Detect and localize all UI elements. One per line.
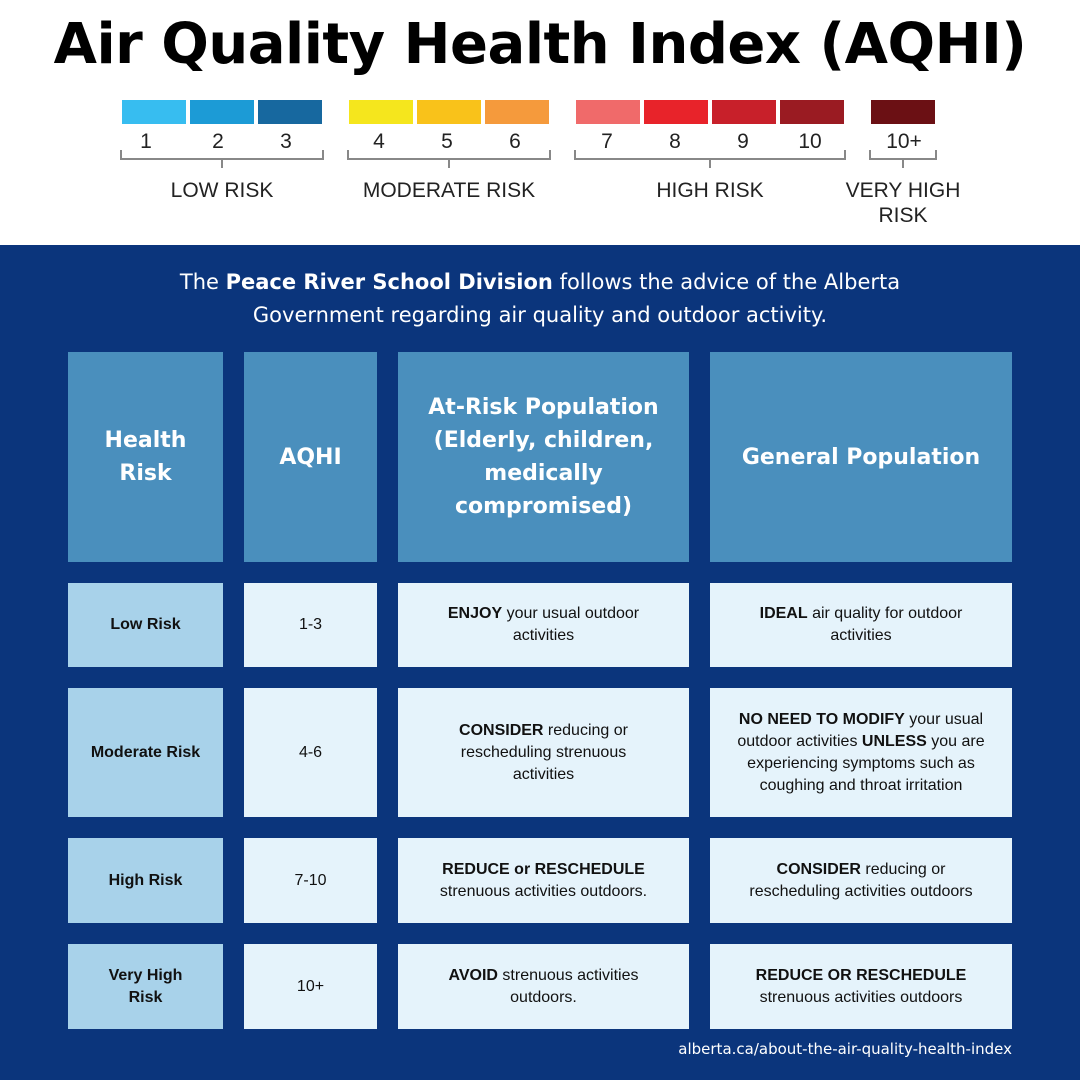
row-very-high-risk-label: Very High Risk — [68, 944, 223, 1029]
moderate-risk-label: MODERATE RISK — [362, 179, 536, 202]
at-risk-emphasis: AVOID — [448, 966, 498, 984]
at-risk-emphasis: REDUCE or RESCHEDULE — [442, 860, 645, 878]
header-at-risk-population: At-Risk Population (Elderly, children, medically compromised) — [398, 352, 689, 562]
low-risk-bracket — [120, 150, 324, 160]
source-link[interactable]: alberta.ca/about-the-air-quality-health-index — [678, 1040, 1012, 1058]
scale-segment-10-plus — [871, 100, 935, 124]
scale-segment-1 — [122, 100, 186, 124]
very-high-risk-bracket — [869, 150, 937, 160]
scale-panel — [0, 0, 1080, 245]
row-moderate-risk-aqhi: 4-6 — [244, 688, 377, 817]
scale-segment-4 — [349, 100, 413, 124]
row-high-risk-aqhi: 7-10 — [244, 838, 377, 923]
row-moderate-risk-label: Moderate Risk — [68, 688, 223, 817]
scale-number-6: 6 — [509, 130, 521, 153]
very-high-risk-label-line2: RISK — [878, 204, 928, 227]
row-low-risk-label: Low Risk — [68, 583, 223, 667]
scale-segment-8 — [644, 100, 708, 124]
general-emphasis: REDUCE OR RESCHEDULE — [755, 966, 967, 984]
general-text: reducing or rescheduling activities outdoors — [749, 860, 973, 900]
at-risk-text: strenuous activities outdoors. — [497, 966, 639, 1006]
row-very-high-risk-general — [710, 944, 1012, 1029]
scale-segment-3 — [258, 100, 322, 124]
at-risk-text: your usual outdoor activities — [502, 605, 640, 644]
at-risk-text: strenuous activities outdoors. — [439, 882, 648, 900]
general-text-2: you are experiencing symptoms such as coughing and throat irritation — [747, 732, 985, 794]
scale-number-8: 8 — [669, 130, 681, 153]
general-emphasis-2: UNLESS — [861, 732, 927, 750]
scale-segment-10 — [780, 100, 844, 124]
general-emphasis: CONSIDER — [776, 860, 861, 878]
high-risk-bracket — [574, 150, 846, 160]
general-emphasis: IDEAL — [759, 605, 808, 622]
intro-text — [0, 266, 1080, 332]
row-very-high-risk-aqhi: 10+ — [244, 944, 377, 1029]
very-high-risk-label-line1: VERY HIGH — [845, 179, 961, 202]
scale-number-1: 1 — [140, 130, 152, 153]
scale-number-4: 4 — [373, 130, 385, 153]
scale-number-10-plus: 10+ — [886, 130, 922, 153]
scale-number-10: 10 — [798, 130, 822, 153]
header-general-population: General Population — [710, 352, 1012, 562]
high-risk-label: HIGH RISK — [656, 179, 764, 202]
row-very-high-risk-at-risk — [398, 944, 689, 1029]
moderate-risk-bracket — [347, 150, 551, 160]
low-risk-label: LOW RISK — [170, 179, 274, 202]
scale-segment-2 — [190, 100, 254, 124]
row-low-risk-general — [710, 583, 1012, 667]
header-health-risk: Health Risk — [68, 352, 223, 562]
very-high-risk-label — [833, 178, 973, 228]
at-risk-emphasis: ENJOY — [447, 605, 503, 622]
scale-segment-9 — [712, 100, 776, 124]
row-low-risk-at-risk — [398, 583, 689, 667]
scale-number-2: 2 — [212, 130, 224, 153]
at-risk-emphasis: CONSIDER — [459, 721, 544, 739]
page-title: Air Quality Health Index (AQHI) — [53, 12, 1027, 77]
row-high-risk-general — [710, 838, 1012, 923]
scale-segment-7 — [576, 100, 640, 124]
intro-line-2: Government regarding air quality and outdoor activity. — [252, 303, 828, 327]
scale-number-7: 7 — [601, 130, 613, 153]
intro-prefix: The — [179, 270, 226, 294]
intro-line1-rest: follows the advice of the Alberta — [552, 270, 901, 294]
header-aqhi: AQHI — [244, 352, 377, 562]
general-text: your usual outdoor activities — [737, 710, 984, 750]
row-low-risk-aqhi: 1-3 — [244, 583, 377, 667]
general-text: air quality for outdoor activities — [807, 605, 963, 644]
intro-org-name: Peace River School Division — [225, 270, 553, 294]
scale-number-9: 9 — [737, 130, 749, 153]
general-text: strenuous activities outdoors — [759, 988, 963, 1006]
row-moderate-risk-at-risk — [398, 688, 689, 817]
scale-number-3: 3 — [280, 130, 292, 153]
row-high-risk-at-risk — [398, 838, 689, 923]
scale-segment-5 — [417, 100, 481, 124]
row-high-risk-label: High Risk — [68, 838, 223, 923]
scale-segment-6 — [485, 100, 549, 124]
row-moderate-risk-general — [710, 688, 1012, 817]
intro-line-1 — [0, 266, 1080, 299]
general-emphasis: NO NEED TO MODIFY — [738, 710, 905, 728]
scale-number-5: 5 — [441, 130, 453, 153]
at-risk-text: reducing or rescheduling strenuous activities — [460, 721, 628, 783]
